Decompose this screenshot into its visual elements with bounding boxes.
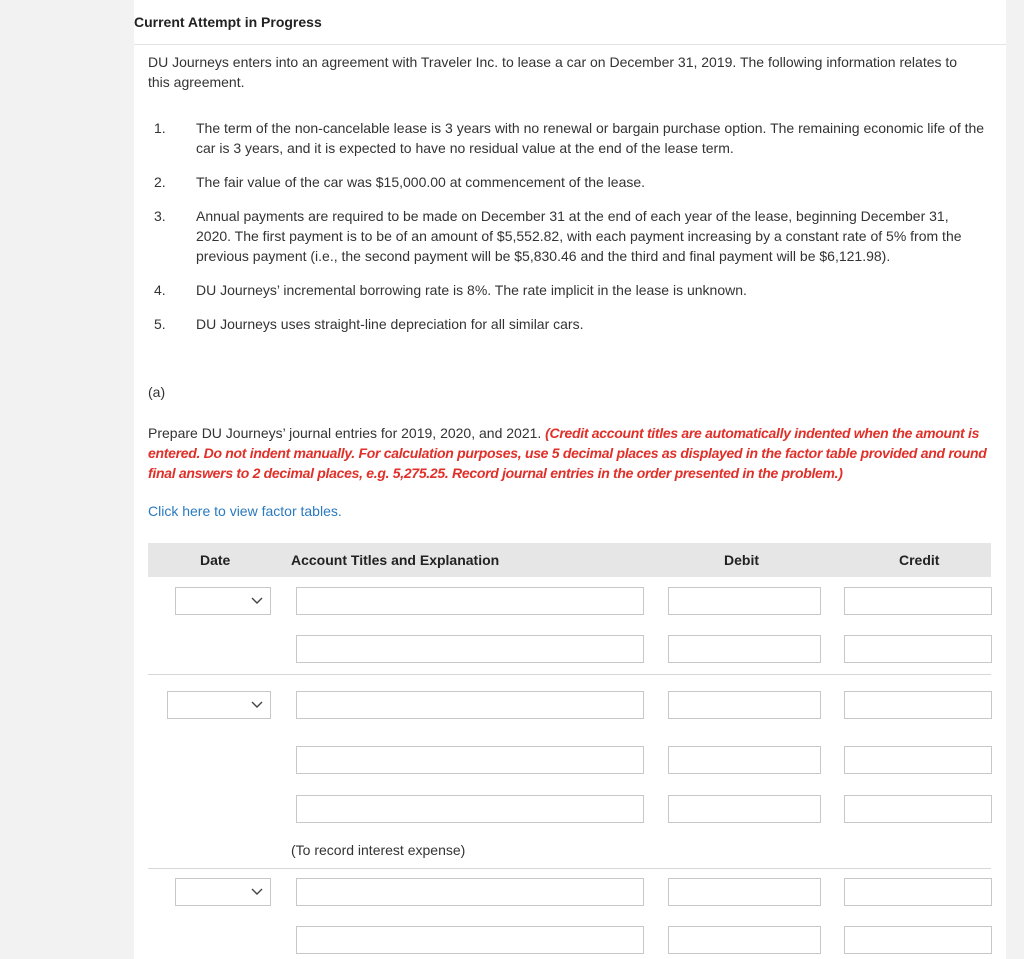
credit-input[interactable]: [844, 587, 992, 615]
account-input[interactable]: [296, 746, 644, 774]
list-item: [134, 118, 1006, 158]
date-select[interactable]: [175, 878, 271, 906]
debit-input[interactable]: [668, 878, 821, 906]
prompt-instructions: (Credit account titles are automatically indented when the amount is entered. Do not indent manually. For calculation purposes, use 5 decimal places as displayed in the factor table provided and round final answers to 2 decimal places, e.g. 5,275.25. Record journal entries in the order presented in the problem.): [148, 425, 987, 481]
date-select[interactable]: [175, 587, 271, 615]
list-number: 4.: [154, 282, 166, 298]
list-number: 5.: [154, 316, 166, 332]
list-item: [134, 280, 1006, 300]
list-number: 3.: [154, 208, 166, 224]
list-item: [134, 314, 1006, 334]
header-credit: Credit: [899, 552, 940, 568]
account-input[interactable]: [296, 795, 644, 823]
list-text: DU Journeys’ incremental borrowing rate is 8%. The rate implicit in the lease is unknown.: [196, 282, 747, 298]
account-input[interactable]: [296, 691, 644, 719]
credit-input[interactable]: [844, 691, 992, 719]
account-input[interactable]: [296, 635, 644, 663]
credit-input[interactable]: [844, 878, 992, 906]
date-select[interactable]: [167, 691, 271, 719]
list-number: 1.: [154, 120, 166, 136]
debit-input[interactable]: [668, 587, 821, 615]
journal-table-header: [148, 543, 991, 577]
intro-text: DU Journeys enters into an agreement with Traveler Inc. to lease a car on December 31, 2019. The following information relates to this agreement.: [148, 54, 958, 90]
chevron-down-icon: [250, 884, 264, 898]
entry-explanation: (To record interest expense): [291, 842, 466, 858]
header-debit: Debit: [724, 552, 759, 568]
debit-input[interactable]: [668, 746, 821, 774]
credit-input[interactable]: [844, 635, 992, 663]
account-input[interactable]: [296, 587, 644, 615]
chevron-down-icon: [250, 697, 264, 711]
part-label: (a): [148, 384, 166, 400]
question-panel: [134, 0, 1006, 959]
list-number: 2.: [154, 174, 166, 190]
list-text: The fair value of the car was $15,000.00 at commencement of the lease.: [196, 174, 646, 190]
list-item: [134, 172, 1006, 192]
row-divider: [148, 674, 991, 675]
debit-input[interactable]: [668, 635, 821, 663]
list-text: DU Journeys uses straight-line depreciation for all similar cars.: [196, 316, 584, 332]
credit-input[interactable]: [844, 746, 992, 774]
account-input[interactable]: [296, 926, 644, 954]
debit-input[interactable]: [668, 691, 821, 719]
list-item: [134, 206, 1006, 266]
row-divider: [148, 868, 991, 869]
debit-input[interactable]: [668, 795, 821, 823]
credit-input[interactable]: [844, 926, 992, 954]
debit-input[interactable]: [668, 926, 821, 954]
list-text: The term of the non-cancelable lease is 3 years with no renewal or bargain purchase option. The remaining economic life of the car is 3 years, and it is expected to have no residual value at the end of the lease term.: [196, 120, 985, 156]
credit-input[interactable]: [844, 795, 992, 823]
account-input[interactable]: [296, 878, 644, 906]
factor-tables-link[interactable]: Click here to view factor tables.: [148, 503, 342, 519]
list-text: Annual payments are required to be made on December 31 at the end of each year of the lease, beginning December 31, 2020. The first payment is to be of an amount of $5,552.82, with each payment increasing by a constant rate of 5% from the previous payment (i.e., the second payment will be $5,830.46 and the third and final payment will be $6,121.98).: [196, 208, 962, 264]
question-prompt: [148, 423, 998, 483]
chevron-down-icon: [250, 593, 264, 607]
facts-list: [134, 118, 1006, 348]
header-date: Date: [200, 552, 231, 568]
header-account: Account Titles and Explanation: [291, 552, 500, 568]
prompt-text: Prepare DU Journeys’ journal entries for 2019, 2020, and 2021.: [148, 425, 546, 441]
attempt-status: Current Attempt in Progress: [134, 0, 1006, 45]
